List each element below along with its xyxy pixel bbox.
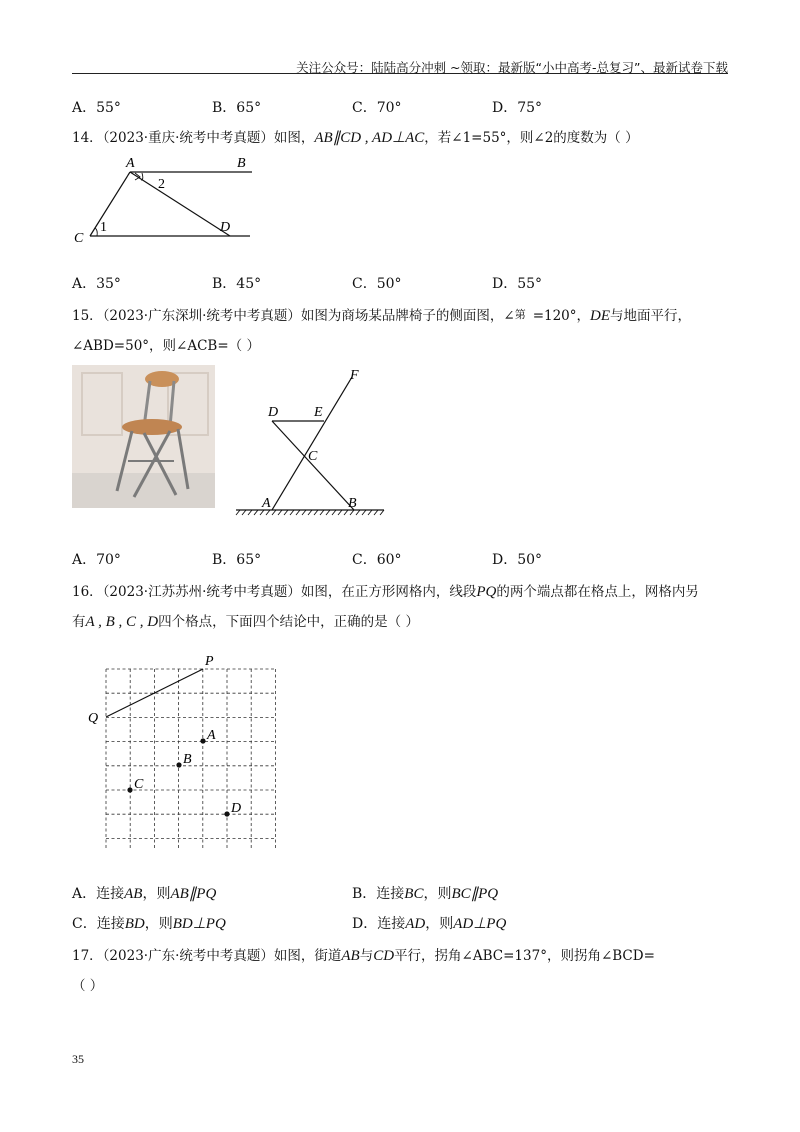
q16-opt-c-mid: ，则 <box>144 916 173 932</box>
q16-label-p: P <box>205 654 214 669</box>
q14-angle-1: 1 <box>100 220 107 235</box>
q16-opt-c-prefix: C．连接 <box>72 916 125 932</box>
q16-label-d: D <box>231 801 242 816</box>
q15-option-d: D．50° <box>492 552 543 568</box>
q16-label-a: A <box>207 728 216 743</box>
point-a <box>200 738 205 743</box>
chair-photo <box>72 365 215 508</box>
q17-stem-line2: （ ） <box>72 978 104 994</box>
q13-option-a: A．55° <box>72 100 121 116</box>
q13-option-d: D．75° <box>492 100 543 116</box>
q16-option-c <box>72 913 226 933</box>
q15-label-d: D <box>268 405 279 420</box>
q16-opt-c-rel: BD⊥PQ <box>172 916 226 932</box>
q16-opt-a-prefix: A．连接 <box>72 886 125 902</box>
q14-label-b: B <box>237 156 246 171</box>
q17-text-c: 平行，拐角∠ABC=137°，则拐角∠BCD= <box>394 948 655 964</box>
q16-label-q: Q <box>88 711 99 726</box>
q15-number: 15． <box>72 308 103 324</box>
seal-glyph: 第 <box>514 308 526 321</box>
q14-label-c: C <box>74 231 84 246</box>
q14-condition: AB∥CD , AD⊥AC <box>314 130 425 146</box>
q14-option-d: D．55° <box>492 276 543 292</box>
q16-opt-b-seg: BC <box>404 886 424 902</box>
q16-option-a <box>72 883 216 903</box>
q15-de: DE <box>590 308 611 324</box>
q16-opt-a-mid: ，则 <box>142 886 171 902</box>
q14-number: 14． <box>72 130 103 146</box>
q14-figure <box>70 150 270 250</box>
header-divider <box>72 73 728 74</box>
q16-opt-c-seg: BD <box>124 916 145 932</box>
q14-angle-2: 2 <box>158 177 165 192</box>
q16-label-c: C <box>134 777 144 792</box>
q16-label-b: B <box>183 752 192 767</box>
q16-option-d <box>352 913 506 933</box>
q16-opt-d-mid: ，则 <box>425 916 454 932</box>
q15-label-e: E <box>314 405 323 420</box>
q17-text-b: 与 <box>359 948 374 964</box>
q17-text-a: （2023·广东·统考中考真题）如图，街道 <box>102 948 342 964</box>
q16-abcd: A , B , C , D <box>85 614 159 630</box>
q14-label-d: D <box>220 220 231 235</box>
point-b <box>176 762 181 767</box>
q14-option-a: A．35° <box>72 276 121 292</box>
q15-option-b: B．65° <box>212 552 262 568</box>
q15-text-a: （2023·广东深圳·统考中考真题）如图为商场某品牌椅子的侧面图，∠ <box>102 308 515 324</box>
page-header: 关注公众号：陆陆高分冲刺 ~领取：最新版“小中高考-总复习”、最新试卷下载 <box>296 60 728 75</box>
q16-opt-b-prefix: B．连接 <box>352 886 405 902</box>
page-number: 35 <box>72 1052 84 1066</box>
q15-figure <box>230 365 390 525</box>
point-c <box>127 787 132 792</box>
q16-number: 16． <box>72 584 103 600</box>
q13-option-c: C．70° <box>352 100 402 116</box>
q15-option-c: C．60° <box>352 552 402 568</box>
q16-opt-a-seg: AB <box>124 886 143 902</box>
q14-question: ，若∠1=55°，则∠2的度数为（ ） <box>424 130 639 146</box>
q16-text-d: 四个格点，下面四个结论中，正确的是（ ） <box>158 614 419 630</box>
q14-option-b: B．45° <box>212 276 262 292</box>
q14-option-c: C．50° <box>352 276 402 292</box>
q16-option-b <box>352 883 498 903</box>
q15-option-a: A．70° <box>72 552 121 568</box>
q17-stem-line1 <box>72 944 655 965</box>
q16-opt-d-rel: AD⊥PQ <box>453 916 507 932</box>
q15-label-a: A <box>262 496 271 511</box>
q13-option-b: B．65° <box>212 100 262 116</box>
q14-source: （2023·重庆·统考中考真题）如图， <box>102 130 315 146</box>
q16-text-c: 有 <box>72 614 86 630</box>
q16-stem-line1 <box>72 580 699 601</box>
q17-ab: AB <box>341 948 360 964</box>
q16-opt-b-mid: ，则 <box>423 886 452 902</box>
q16-opt-b-rel: BC∥PQ <box>451 886 499 902</box>
q16-pq: PQ <box>476 584 497 600</box>
q16-opt-d-seg: AD <box>405 916 426 932</box>
q17-number: 17． <box>72 948 103 964</box>
q16-grid-figure <box>82 648 282 848</box>
point-d <box>224 811 229 816</box>
q14-label-a: A <box>126 156 135 171</box>
q17-cd: CD <box>373 948 395 964</box>
q16-text-b: 的两个端点都在格点上，网格内另 <box>496 584 699 600</box>
q15-label-f: F <box>350 368 359 383</box>
q16-text-a: （2023·江苏苏州·统考中考真题）如图，在正方形网格内，线段 <box>102 584 477 600</box>
q15-text-c: 与地面平行， <box>610 308 692 324</box>
q16-stem-line2 <box>72 610 419 631</box>
q14-stem <box>72 126 639 147</box>
q16-opt-a-rel: AB∥PQ <box>170 886 217 902</box>
q15-text-b: =120°， <box>532 308 591 324</box>
q15-stem-line2: ∠ABD=50°，则∠ACB=（ ） <box>72 338 260 354</box>
q15-stem-line1 <box>72 304 691 325</box>
q15-label-b: B <box>348 496 357 511</box>
q15-label-c: C <box>308 449 318 464</box>
q16-opt-d-prefix: D．连接 <box>352 916 406 932</box>
